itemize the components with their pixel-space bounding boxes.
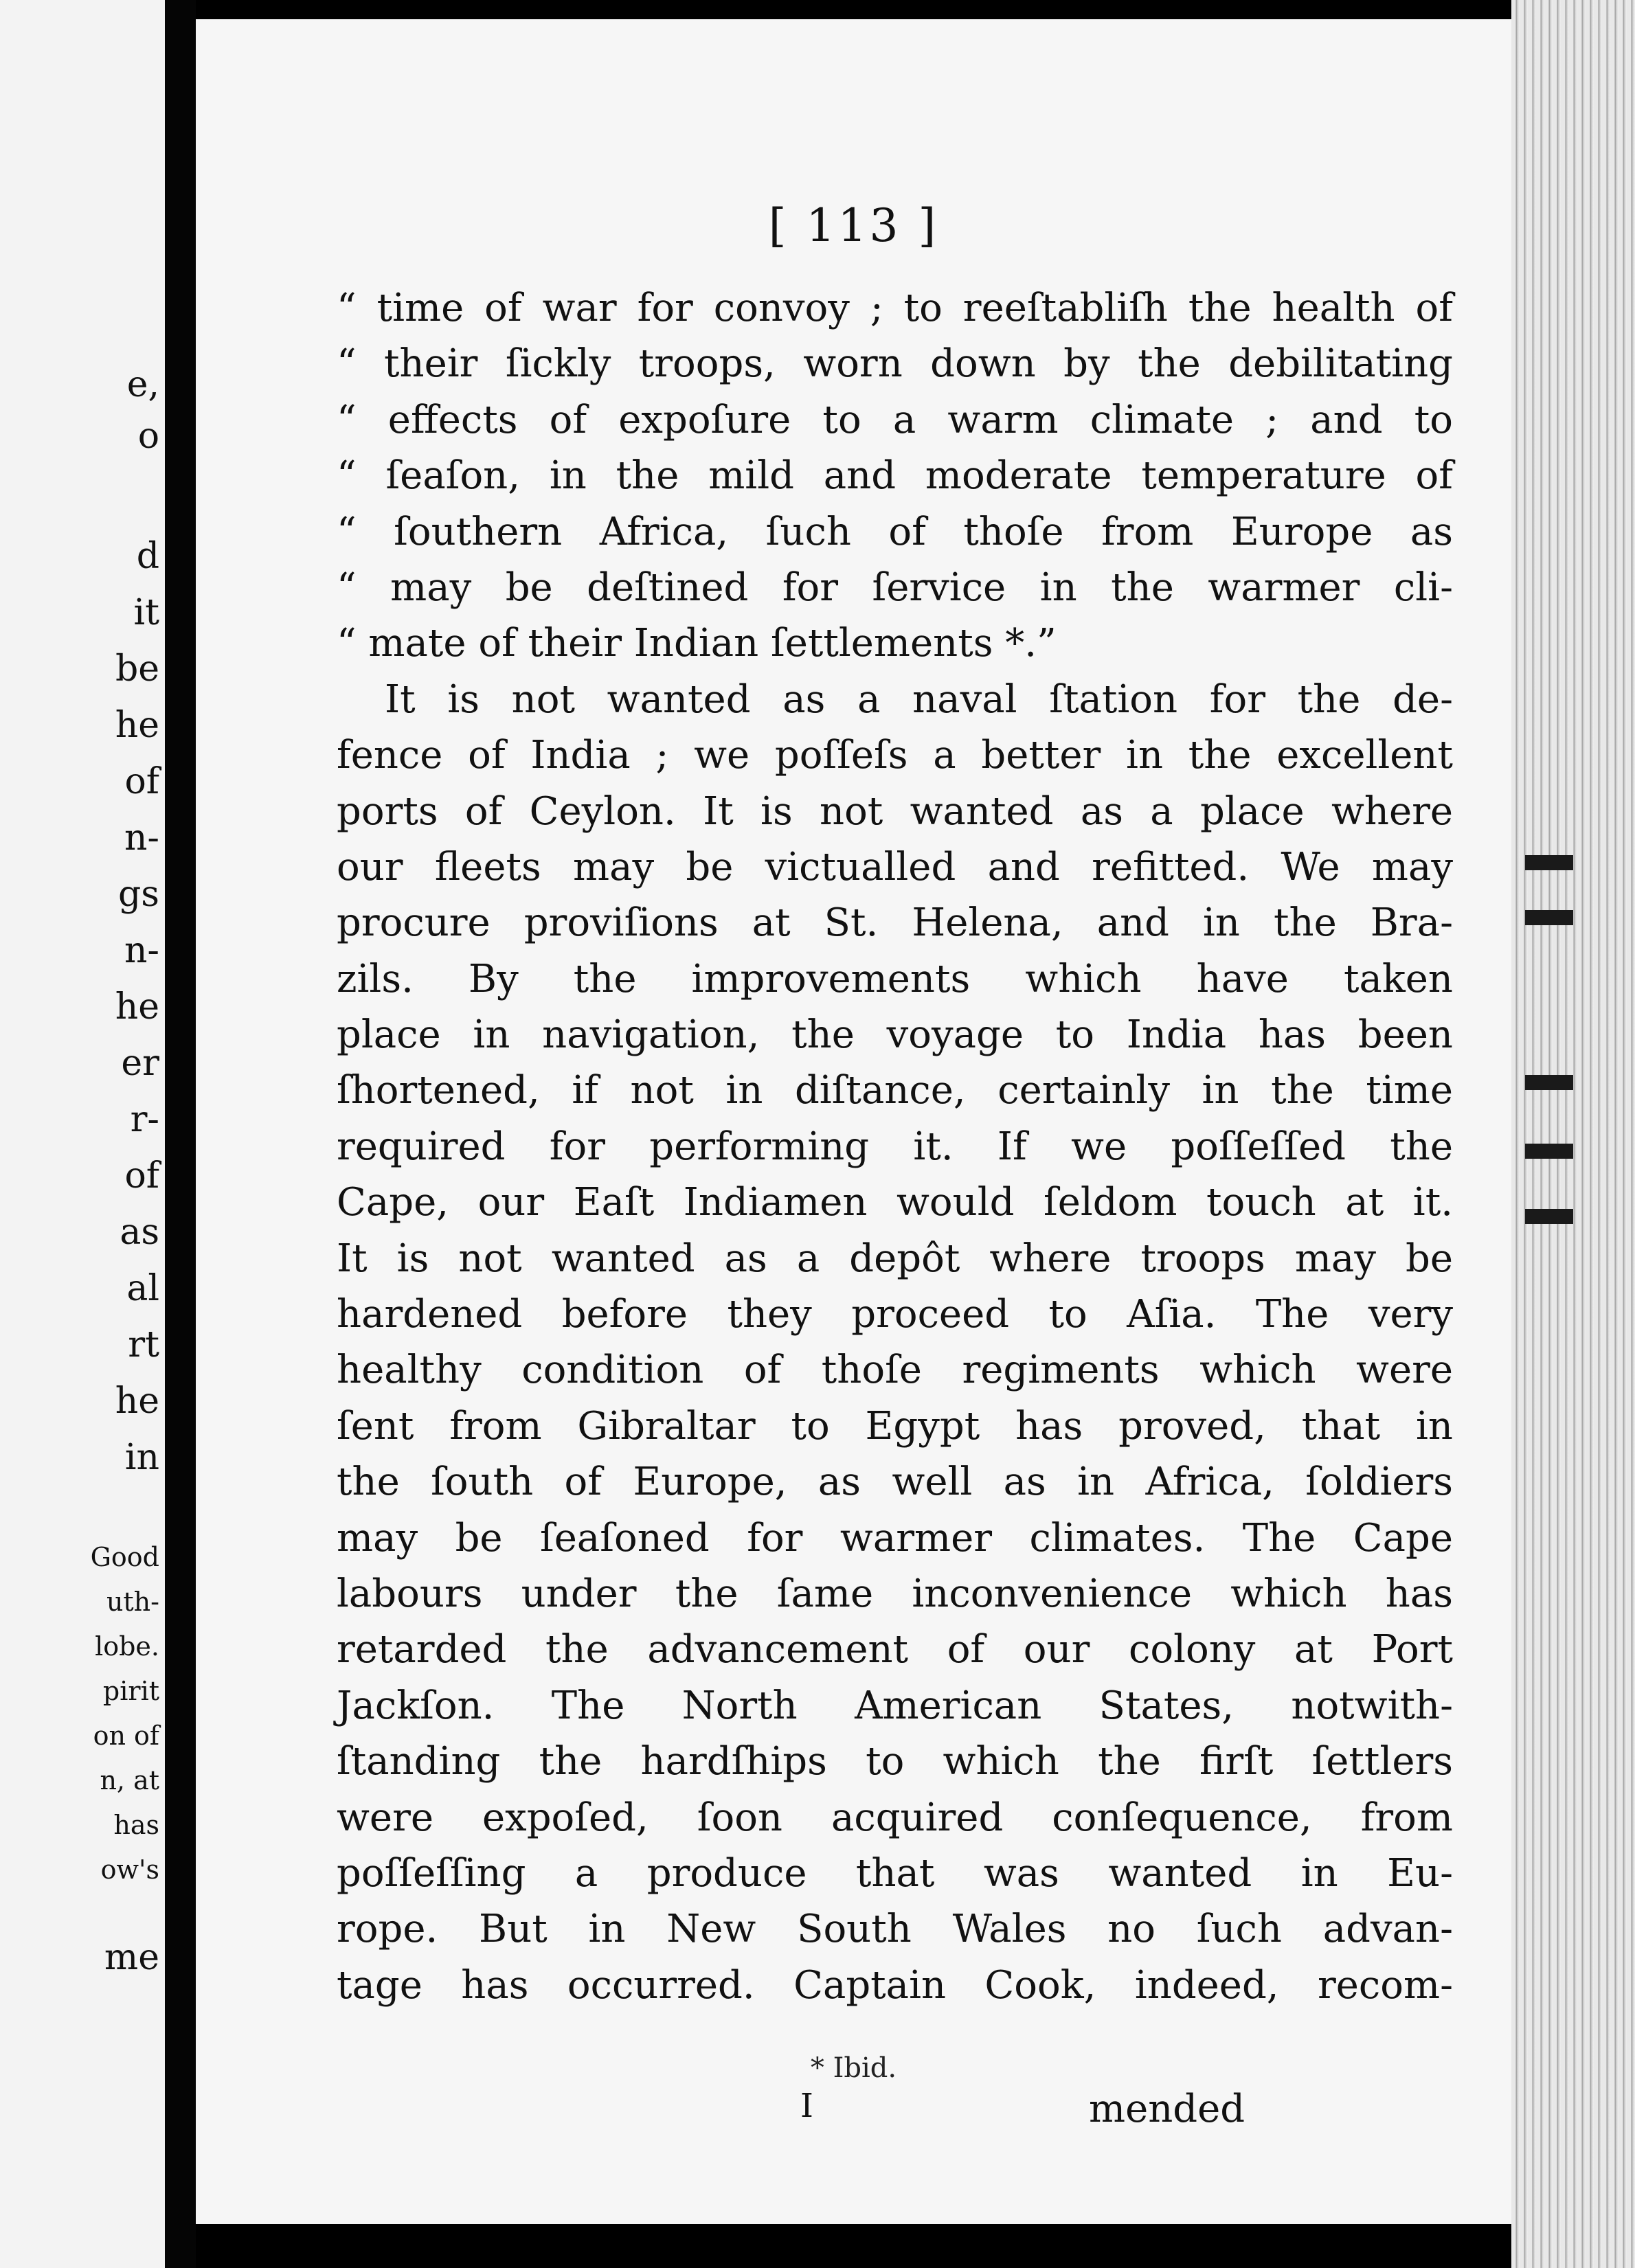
left-fragment: on of — [93, 1721, 159, 1751]
footnote: * Ibid. — [810, 2052, 897, 2084]
left-fragment: me — [104, 1937, 159, 1978]
text-line: poſſeſſing a produce that was wanted in Eu- — [337, 1850, 1453, 1896]
left-fragment: e, — [126, 364, 159, 405]
left-fragment: n- — [124, 930, 159, 971]
left-fragment: as — [120, 1212, 159, 1253]
page-number-header: [ 113 ] — [768, 199, 939, 252]
text-line: Cape, our Eaſt Indiamen would ſeldom touch at it. — [337, 1180, 1453, 1225]
body-text — [337, 280, 1453, 2013]
text-line: place in navigation, the voyage to India has been — [337, 1012, 1453, 1058]
text-line: may be ſeaſoned for warmer climates. The Cape — [337, 1515, 1453, 1561]
left-fragment: of — [124, 1155, 159, 1197]
text-line: It is not wanted as a depôt where troops may be — [337, 1236, 1453, 1281]
left-fragment: be — [115, 648, 159, 690]
left-fragment: in — [124, 1437, 159, 1478]
text-line: “ their ſickly troops, worn down by the debilitating — [337, 341, 1453, 387]
text-line: zils. By the improvements which have taken — [337, 956, 1453, 1001]
left-fragment: rt — [128, 1324, 159, 1365]
left-fragment: r- — [130, 1099, 159, 1140]
text-line: “ ſeaſon, in the mild and moderate temperature of — [337, 453, 1453, 499]
text-line: ſent from Gibraltar to Egypt has proved, that in — [337, 1403, 1453, 1449]
left-fragment: has — [113, 1810, 159, 1840]
edge-mark — [1525, 1209, 1573, 1224]
text-line: “ time of war for convoy ; to reeſtabliſh the health of — [337, 286, 1453, 330]
text-line: were expoſed, ſoon acquired conſequence, from — [337, 1795, 1453, 1840]
edge-mark — [1525, 1144, 1573, 1159]
edge-mark — [1525, 910, 1573, 925]
signature-mark: I — [800, 2087, 813, 2125]
left-fragment: it — [133, 592, 159, 633]
left-fragment: n, at — [100, 1765, 159, 1795]
left-fragment: he — [115, 705, 159, 746]
text-line: It is not wanted as a naval ſtation for the de- — [385, 677, 1453, 722]
left-fragment: o — [137, 416, 159, 457]
left-fragment: lobe. — [95, 1631, 159, 1662]
text-line: rope. But in New South Wales no ſuch advan- — [337, 1907, 1453, 1952]
text-line: Jackſon. The North American States, notwith- — [337, 1683, 1453, 1728]
left-facing-page — [0, 0, 165, 2268]
text-line: ſhortened, if not in diſtance, certainly in the time — [337, 1068, 1453, 1113]
text-line: the ſouth of Europe, as well as in Africa, ſoldiers — [337, 1460, 1453, 1505]
text-line: hardened before they proceed to Aſia. The very — [337, 1292, 1453, 1337]
text-line: “ effects of expoſure to a warm climate ; and to — [337, 397, 1453, 442]
left-fragment: he — [115, 1381, 159, 1422]
scan-bottom-edge — [196, 2224, 1511, 2268]
text-line: “ may be deſtined for ſervice in the warmer cli- — [337, 565, 1453, 610]
book-spine-gutter — [165, 0, 196, 2268]
text-line: procure proviſions at St. Helena, and in the Bra- — [337, 900, 1453, 946]
text-line: healthy condition of thoſe regiments which were — [337, 1348, 1453, 1393]
left-fragment: uth- — [106, 1587, 159, 1617]
text-line: “ mate of their Indian ſettlements *.” — [337, 621, 1057, 666]
left-fragment: ow's — [100, 1855, 159, 1885]
left-fragment: Good — [90, 1542, 159, 1572]
left-fragment: al — [126, 1268, 159, 1309]
left-fragment: d — [136, 536, 159, 577]
text-line: labours under the ſame inconvenience which has — [337, 1571, 1453, 1616]
left-fragment: n- — [124, 817, 159, 859]
text-line: ſtanding the hardſhips to which the firſt ſettlers — [337, 1739, 1453, 1784]
edge-mark — [1525, 1075, 1573, 1090]
text-line: our fleets may be victualled and refitted. We may — [337, 844, 1453, 889]
left-fragment: of — [124, 761, 159, 802]
left-fragment: he — [115, 986, 159, 1028]
book-page — [196, 19, 1511, 2224]
catchword: mended — [1089, 2087, 1245, 2131]
text-line: fence of India ; we poſſeſs a better in the excellent — [337, 733, 1453, 778]
page-edge-stack — [1511, 0, 1635, 2268]
text-line: required for performing it. If we poſſeſſed the — [337, 1124, 1453, 1169]
text-line: ports of Ceylon. It is not wanted as a place where — [337, 789, 1453, 834]
edge-mark — [1525, 855, 1573, 870]
text-line: retarded the advancement of our colony at Port — [337, 1627, 1453, 1672]
left-fragment: gs — [118, 874, 159, 915]
text-line: tage has occurred. Captain Cook, indeed, recom- — [337, 1962, 1453, 2008]
left-fragment: pirit — [102, 1676, 159, 1706]
left-fragment: er — [121, 1043, 159, 1084]
text-line: “ ſouthern Africa, ſuch of thoſe from Europe as — [337, 509, 1453, 554]
